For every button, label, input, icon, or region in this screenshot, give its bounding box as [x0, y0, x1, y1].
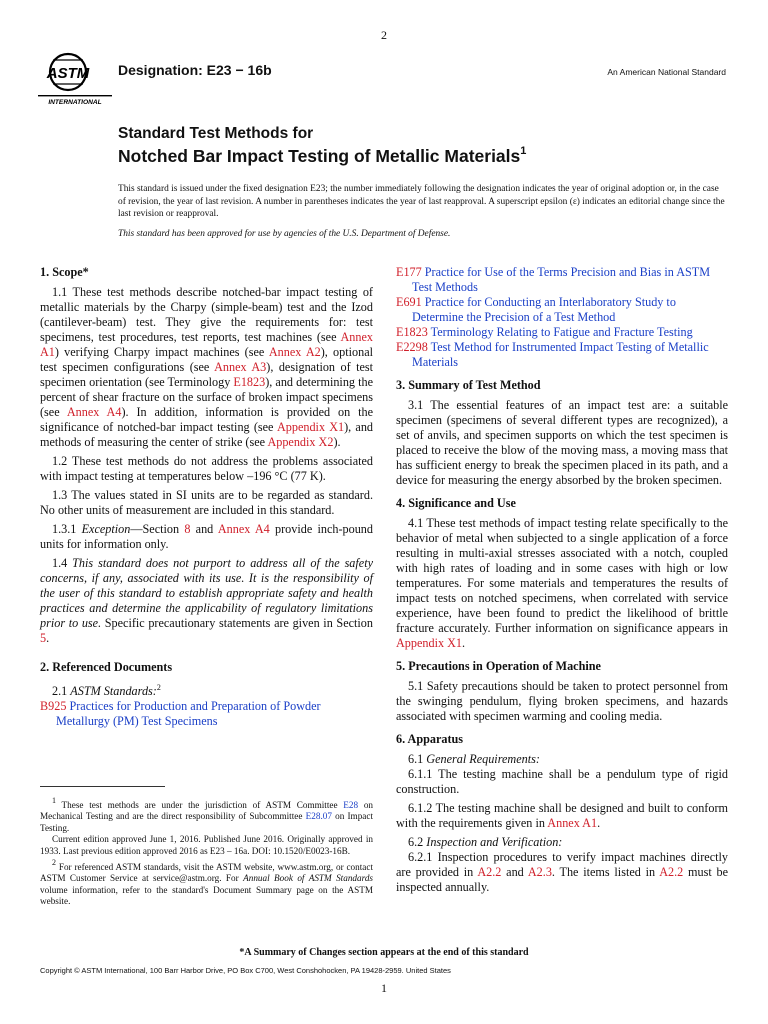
ref-item-e2298 [396, 340, 728, 370]
link-appendix-x1-2[interactable]: Appendix X1 [396, 636, 463, 650]
para-1-1: 1.1 These test methods describe notched-bar impact testing of metallic materials by the Charpy (simple-beam) test and the Izod (cantilever-beam) test. They give the requirements for: test specimens, test procedures, test reports, test machines (see Annex A1) verifying Charpy impact machines (see Annex A2), optional test specimen configurations (see Annex A3), designation of test specimen orientation (see Terminology E1823), and determining the percent of shear fracture on the surface of broken impact specimens (see Annex A4). In addition, information is provided on the significance of notched-bar impact testing (see Appendix X1), and methods of measuring the center of strike (see Appendix X2). [40, 285, 374, 449]
title-line-2 [118, 145, 526, 167]
precautions-heading: 5. Precautions in Operation of Machine [396, 659, 601, 673]
link-e1823[interactable]: E1823 [233, 375, 266, 389]
para-1-3-1: 1.3.1 Exception—Section 8 and Annex A4 provide inch-pound units for information only. [40, 522, 373, 551]
ref-title-link[interactable]: Terminology Relating to Fatigue and Fracture Testing [430, 325, 693, 339]
refdocs-heading: 2. Referenced Documents [40, 660, 173, 674]
title-footnote-marker: 1 [520, 145, 527, 157]
american-national-standard: An American National Standard [607, 67, 726, 77]
summary-of-changes-note: *A Summary of Changes section appears at the end of this standard [239, 947, 529, 958]
designation: Designation: E23 − 16b [118, 62, 272, 78]
para-4-1: 4.1 These test methods of impact testing relate specifically to the behavior of metal when subjected to a single application of a force resulting in multi-axial stresses associated with a notch, coupled with high rates of loading and in some cases with high or low temperatures. For some materials and temperatures the results of impact tests on notched specimens, when correlated with service experience, have been found to predict the likelihood of brittle fracture accurately. Further information on significance appears in Appendix X1. [396, 516, 728, 650]
ref-title-link[interactable]: Practices for Production and Preparation of Powder Metallurgy (PM) Test Specimens [56, 699, 321, 728]
para-6-1-2: 6.1.2 The testing machine shall be designed and built to conform with the requirements given in Annex A1. [396, 801, 728, 830]
para-1-2: 1.2 These test methods do not address the problems associated with impact testing at temperatures below –196 °C (77 K). [40, 454, 373, 483]
ref-item-b925 [40, 699, 373, 729]
link-a2-2-2[interactable]: A2.2 [659, 865, 684, 879]
ref-code-link[interactable]: B925 [40, 699, 67, 713]
issuance-note: This standard is issued under the fixed designation E23; the number immediately following the designation indicates the year of original adoption or, in the case of revision, the year of last revision. A number in parentheses indicates the year of last reapproval. A superscript epsilon (ε) indicates an editorial change since the last revision or reapproval. [118, 184, 725, 220]
link-e28[interactable]: E28 [343, 800, 359, 810]
ref-title-link[interactable]: Practice for Conducting an Interlaboratory Study to Determine the Precision of a Test Method [412, 295, 676, 324]
ref-item-e177 [396, 265, 728, 295]
apparatus-heading: 6. Apparatus [396, 732, 464, 746]
ref-code-link[interactable]: E177 [396, 265, 422, 279]
logo-text: ASTM [46, 65, 90, 82]
link-annex-a4-2[interactable]: Annex A4 [217, 522, 270, 536]
para-1-3: 1.3 The values stated in SI units are to be regarded as standard. No other units of measurement are included in this standard. [40, 488, 373, 517]
link-annex-a2[interactable]: Annex A2 [268, 345, 321, 359]
para-6-1: 6.1 General Requirements: [408, 752, 540, 766]
footnote-1: 1 These test methods are under the jurisdiction of ASTM Committee E28 on Mechanical Testing and are the direct responsibility of Subcommittee E28.07 on Impact Testing. [40, 796, 374, 833]
ref-title-link[interactable]: Test Method for Instrumented Impact Testing of Metallic Materials [412, 340, 709, 369]
footnote-2: 2 For referenced ASTM standards, visit the ASTM website, www.astm.org, or contact ASTM Customer Service at service@astm.org. For Annual Book of ASTM Standards volume information, refer to the standard's Document Summary page on the ASTM website. [40, 858, 373, 907]
top-page-number: 2 [381, 28, 387, 42]
logo-subtext: INTERNATIONAL [48, 99, 102, 106]
scope-heading: 1. Scope* [40, 265, 89, 279]
para-2-1: 2.1 ASTM Standards:$^2$ [52, 683, 161, 698]
ref-code-link[interactable]: E1823 [396, 325, 428, 339]
link-a2-3[interactable]: A2.3 [527, 865, 552, 879]
para-6-2: 6.2 Inspection and Verification: [408, 835, 563, 849]
bottom-page-number: 1 [381, 981, 387, 995]
link-appendix-x1[interactable]: Appendix X1 [276, 420, 345, 434]
link-annex-a1-2[interactable]: Annex A1 [547, 816, 598, 830]
link-e28-07[interactable]: E28.07 [305, 811, 332, 822]
link-section-8[interactable]: 8 [184, 522, 191, 536]
footnote-1-edition: Current edition approved June 1, 2016. Published June 2016. Originally approved in 1933. Last previous edition approved 2016 as E23 – 16a. DOI: 10.1520/E0023-16B. [40, 834, 373, 856]
ref-item-e691 [396, 295, 728, 325]
title-line-1: Standard Test Methods for [118, 125, 314, 142]
title-text: Notched Bar Impact Testing of Metallic Materials [118, 146, 521, 166]
left-column [40, 265, 373, 729]
link-section-5[interactable]: 5 [40, 631, 47, 645]
right-column [396, 265, 728, 899]
ref-code-link[interactable]: E691 [396, 295, 422, 309]
copyright: Copyright © ASTM International, 100 Barr Harbor Drive, PO Box C700, West Conshohocken, PA 19428-2959. United States [40, 966, 451, 975]
link-appendix-x2[interactable]: Appendix X2 [267, 435, 334, 449]
summary-method-heading: 3. Summary of Test Method [396, 378, 541, 392]
para-5-1: 5.1 Safety precautions should be taken to protect personnel from the swinging pendulum, flying broken specimens, and hazards associated with specimen warming and cooling media. [396, 679, 728, 723]
dod-approval-note: This standard has been approved for use by agencies of the U.S. Department of Defense. [118, 229, 451, 239]
link-annex-a4[interactable]: Annex A4 [66, 405, 122, 419]
footnotes [40, 795, 373, 908]
link-annex-a1[interactable]: Annex A1 [40, 330, 373, 359]
astm-logo [38, 48, 112, 106]
para-6-2-1: 6.2.1 Inspection procedures to verify impact machines directly are provided in A2.2 and A2.3. The items listed in A2.2 must be inspected annually. [396, 850, 728, 894]
ref-code-link[interactable]: E2298 [396, 340, 428, 354]
ref-title-link[interactable]: Practice for Use of the Terms Precision and Bias in ASTM Test Methods [412, 265, 711, 294]
para-6-1-1: 6.1.1 The testing machine shall be a pendulum type of rigid construction. [396, 767, 728, 796]
link-a2-2[interactable]: A2.2 [477, 865, 502, 879]
footnote-rule [40, 786, 165, 787]
para-3-1: 3.1 The essential features of an impact test are: a suitable specimen (specimens of several different types are recognized), a set of anvils, and specimen supports on which the test specimen is placed to receive the blow of the moving mass, a moving mass that has sufficient energy to break the specimen placed in its path, and a device for measuring the energy absorbed by the broken specimen. [396, 398, 728, 487]
para-1-4: 1.4 This standard does not purport to address all of the safety concerns, if any, associated with its use. It is the responsibility of the user of this standard to establish appropriate safety and health practices and determine the applicability of regulatory limitations prior to use. Specific precautionary statements are given in Section 5. [40, 556, 373, 645]
link-annex-a3[interactable]: Annex A3 [214, 360, 267, 374]
ref-item-e1823 [396, 325, 728, 340]
significance-heading: 4. Significance and Use [396, 496, 516, 510]
